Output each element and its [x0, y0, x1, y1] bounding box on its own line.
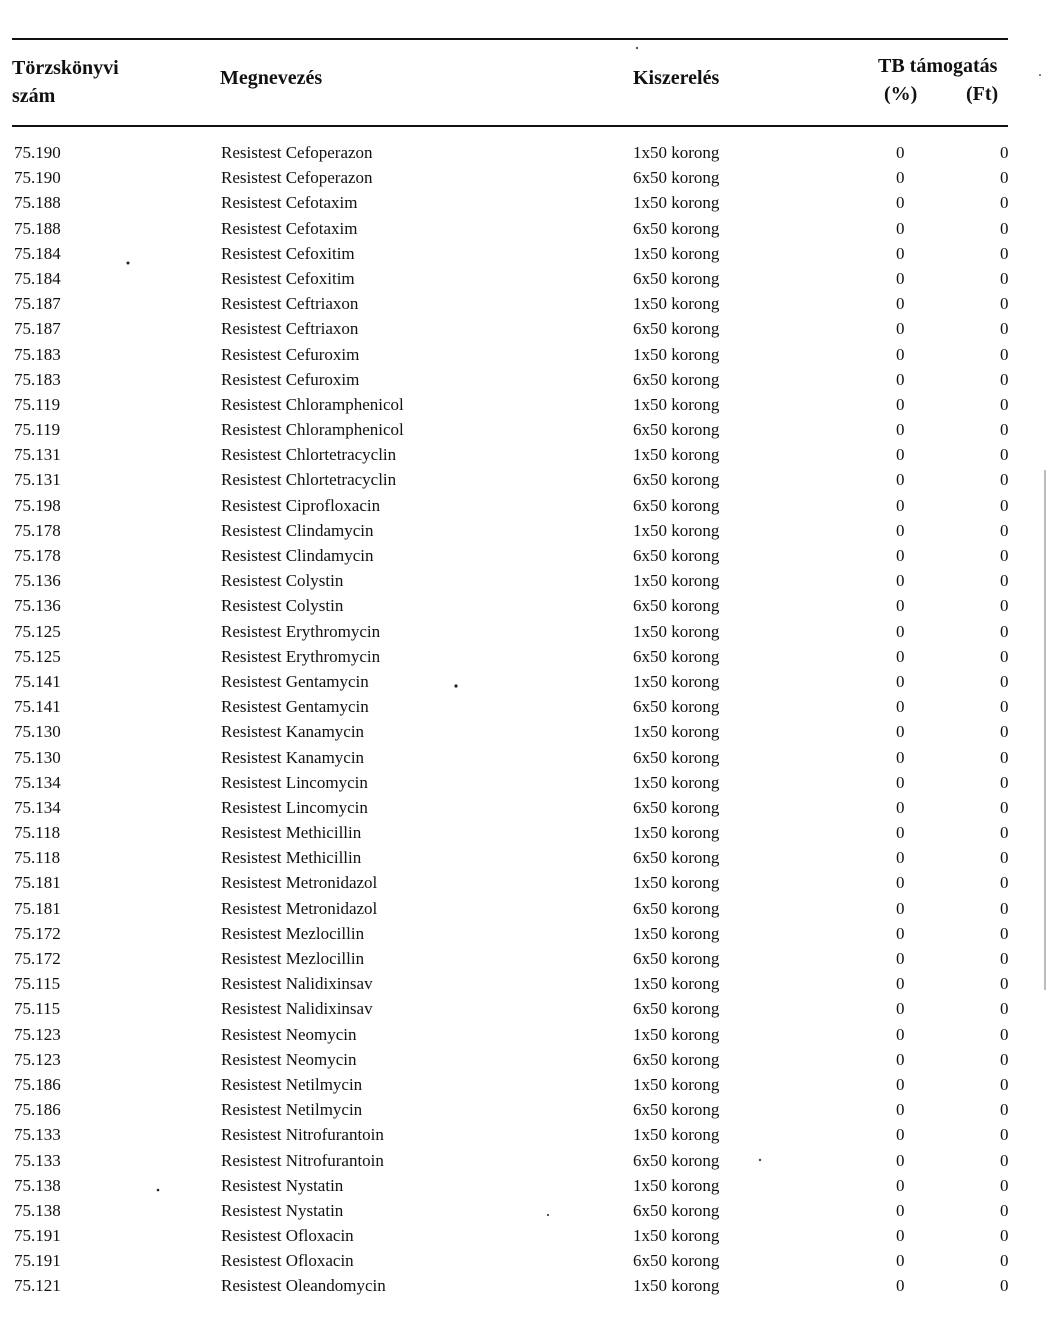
- registration-number-cell: 75.115: [14, 999, 61, 1019]
- registration-number-cell: 75.130: [14, 722, 61, 742]
- packaging-cell: 6x50 korong: [633, 596, 720, 616]
- tb-forint-cell: 0: [1000, 974, 1009, 994]
- packaging-cell: 1x50 korong: [633, 344, 720, 364]
- packaging-cell: 1x50 korong: [633, 571, 720, 591]
- product-name-cell: Resistest Nitrofurantoin: [221, 1125, 384, 1145]
- tb-percent-cell: 0: [896, 218, 905, 238]
- table-body: [0, 140, 1056, 1299]
- product-name-cell: Resistest Erythromycin: [221, 621, 381, 641]
- product-name-cell: Resistest Mezlocillin: [221, 949, 365, 968]
- packaging-cell: 6x50 korong: [633, 1049, 720, 1069]
- packaging-cell: 1x50 korong: [633, 1226, 720, 1246]
- registration-number-cell: 75.183: [14, 369, 61, 389]
- product-name-cell: Resistest Netilmycin: [221, 1100, 363, 1120]
- table-row: [0, 417, 1056, 442]
- header-registration-line1: Törzskönyvi: [12, 57, 119, 79]
- tb-percent-cell: 0: [896, 1125, 905, 1145]
- product-name-cell: Resistest Lincomycin: [221, 772, 368, 792]
- tb-percent-cell: 0: [896, 1100, 905, 1120]
- packaging-cell: 6x50 korong: [633, 495, 720, 515]
- tb-forint-cell: 0: [1000, 1049, 1009, 1069]
- table-row: [0, 493, 1056, 518]
- product-name-cell: Resistest Nystatin: [221, 1200, 344, 1220]
- registration-number-cell: 75.186: [14, 1074, 61, 1094]
- registration-number-cell: 75.172: [14, 923, 61, 943]
- tb-forint-cell: 0: [1000, 772, 1009, 792]
- registration-number-cell: 75.138: [14, 1200, 61, 1220]
- packaging-cell: 1x50 korong: [633, 823, 720, 843]
- tb-percent-cell: 0: [896, 294, 905, 314]
- tb-percent-cell: 0: [896, 470, 905, 490]
- tb-percent-cell: 0: [896, 1150, 905, 1170]
- product-name-cell: Resistest Ofloxacin: [221, 1226, 354, 1246]
- tb-forint-cell: 0: [1000, 848, 1009, 868]
- tb-percent-cell: 0: [896, 823, 905, 843]
- packaging-cell: 6x50 korong: [633, 999, 720, 1019]
- tb-forint-cell: 0: [1000, 369, 1009, 389]
- packaging-cell: 6x50 korong: [633, 697, 720, 717]
- header-registration-line2: szám: [12, 85, 56, 107]
- tb-forint-cell: 0: [1000, 1150, 1009, 1170]
- table-row: [0, 870, 1056, 895]
- header-forint: (Ft): [966, 83, 999, 105]
- product-name-cell: Resistest Cefoxitim: [221, 268, 355, 288]
- tb-percent-cell: 0: [896, 1200, 905, 1220]
- tb-forint-cell: 0: [1000, 218, 1009, 238]
- registration-number-cell: 75.118: [14, 823, 61, 843]
- product-name-cell: Resistest Nitrofurantoin: [221, 1150, 384, 1170]
- product-name-cell: Resistest Clindamycin: [221, 520, 374, 540]
- product-name-cell: Resistest Cefoxitim: [221, 243, 355, 263]
- tb-forint-cell: 0: [1000, 571, 1009, 591]
- tb-percent-cell: 0: [896, 1175, 905, 1195]
- tb-forint-cell: 0: [1000, 949, 1009, 968]
- table-row: [0, 921, 1056, 946]
- product-name-cell: Resistest Oleandomycin: [221, 1276, 386, 1296]
- product-name-cell: Resistest Cefotaxim: [221, 218, 358, 238]
- tb-forint-cell: 0: [1000, 1024, 1009, 1044]
- registration-number-cell: 75.115: [14, 974, 61, 994]
- product-name-cell: Resistest Lincomycin: [221, 797, 368, 817]
- product-name-cell: Resistest Mezlocillin: [221, 923, 365, 943]
- tb-percent-cell: 0: [896, 495, 905, 515]
- registration-number-cell: 75.191: [14, 1251, 61, 1271]
- packaging-cell: 6x50 korong: [633, 546, 720, 565]
- tb-forint-cell: 0: [1000, 344, 1009, 364]
- table-row: [0, 1047, 1056, 1072]
- table-row: [0, 694, 1056, 719]
- packaging-cell: 1x50 korong: [633, 923, 720, 943]
- registration-number-cell: 75.190: [14, 143, 61, 162]
- product-name-cell: Resistest Chloramphenicol: [221, 394, 404, 414]
- tb-percent-cell: 0: [896, 1276, 905, 1296]
- packaging-cell: 1x50 korong: [633, 1074, 720, 1094]
- header-top-rule: [12, 38, 1008, 40]
- product-name-cell: Resistest Nalidixinsav: [221, 999, 373, 1019]
- tb-forint-cell: 0: [1000, 294, 1009, 314]
- packaging-cell: 6x50 korong: [633, 1200, 720, 1220]
- table-row: [0, 1198, 1056, 1223]
- packaging-cell: 1x50 korong: [633, 394, 720, 414]
- packaging-cell: 6x50 korong: [633, 1150, 720, 1170]
- product-name-cell: Resistest Nystatin: [221, 1175, 344, 1195]
- tb-forint-cell: 0: [1000, 1074, 1009, 1094]
- tb-forint-cell: 0: [1000, 1200, 1009, 1220]
- tb-percent-cell: 0: [896, 268, 905, 288]
- registration-number-cell: 75.172: [14, 949, 61, 968]
- tb-forint-cell: 0: [1000, 268, 1009, 288]
- tb-percent-cell: 0: [896, 772, 905, 792]
- registration-number-cell: 75.131: [14, 470, 61, 490]
- registration-number-cell: 75.186: [14, 1100, 61, 1120]
- tb-forint-cell: 0: [1000, 1251, 1009, 1271]
- tb-forint-cell: 0: [1000, 470, 1009, 490]
- tb-forint-cell: 0: [1000, 646, 1009, 666]
- registration-number-cell: 75.134: [14, 797, 61, 817]
- registration-number-cell: 75.136: [14, 596, 61, 616]
- table-row: [0, 1148, 1056, 1173]
- product-name-cell: Resistest Kanamycin: [221, 747, 365, 767]
- tb-percent-cell: 0: [896, 848, 905, 868]
- registration-number-cell: 75.188: [14, 193, 61, 213]
- registration-number-cell: 75.178: [14, 520, 61, 540]
- header-tb-support: TB támogatás: [878, 55, 998, 77]
- product-name-cell: Resistest Neomycin: [221, 1024, 357, 1044]
- product-name-cell: Resistest Kanamycin: [221, 722, 365, 742]
- tb-forint-cell: 0: [1000, 722, 1009, 742]
- table-row: [0, 996, 1056, 1021]
- product-name-cell: Resistest Methicillin: [221, 848, 362, 868]
- table-row: [0, 845, 1056, 870]
- tb-forint-cell: 0: [1000, 394, 1009, 414]
- tb-forint-cell: 0: [1000, 1100, 1009, 1120]
- tb-forint-cell: 0: [1000, 243, 1009, 263]
- tb-forint-cell: 0: [1000, 143, 1009, 162]
- table-row: [0, 896, 1056, 921]
- packaging-cell: 1x50 korong: [633, 243, 720, 263]
- registration-number-cell: 75.136: [14, 571, 61, 591]
- tb-percent-cell: 0: [896, 596, 905, 616]
- product-name-cell: Resistest Cefotaxim: [221, 193, 358, 213]
- table-row: [0, 1173, 1056, 1198]
- tb-percent-cell: 0: [896, 319, 905, 339]
- registration-number-cell: 75.184: [14, 243, 61, 263]
- tb-percent-cell: 0: [896, 445, 905, 465]
- table-row: [0, 190, 1056, 215]
- product-name-cell: Resistest Cefuroxim: [221, 344, 360, 364]
- packaging-cell: 6x50 korong: [633, 898, 720, 918]
- table-row: [0, 442, 1056, 467]
- packaging-cell: 6x50 korong: [633, 949, 720, 968]
- product-name-cell: Resistest Erythromycin: [221, 646, 381, 666]
- registration-number-cell: 75.121: [14, 1276, 61, 1296]
- table-row: [0, 719, 1056, 744]
- tb-forint-cell: 0: [1000, 898, 1009, 918]
- tb-percent-cell: 0: [896, 722, 905, 742]
- tb-forint-cell: 0: [1000, 697, 1009, 717]
- packaging-cell: 6x50 korong: [633, 1100, 720, 1120]
- tb-forint-cell: 0: [1000, 923, 1009, 943]
- packaging-cell: 6x50 korong: [633, 268, 720, 288]
- tb-forint-cell: 0: [1000, 797, 1009, 817]
- table-row: [0, 795, 1056, 820]
- packaging-cell: 6x50 korong: [633, 420, 720, 440]
- packaging-cell: 1x50 korong: [633, 1175, 720, 1195]
- product-name-cell: Resistest Methicillin: [221, 823, 362, 843]
- packaging-cell: 1x50 korong: [633, 722, 720, 742]
- registration-number-cell: 75.183: [14, 344, 61, 364]
- tb-forint-cell: 0: [1000, 621, 1009, 641]
- registration-number-cell: 75.125: [14, 646, 61, 666]
- tb-percent-cell: 0: [896, 898, 905, 918]
- tb-forint-cell: 0: [1000, 1276, 1009, 1296]
- product-name-cell: Resistest Metronidazol: [221, 898, 378, 918]
- product-name-cell: Resistest Clindamycin: [221, 546, 374, 565]
- tb-forint-cell: 0: [1000, 1226, 1009, 1246]
- table-row: [0, 971, 1056, 996]
- tb-forint-cell: 0: [1000, 445, 1009, 465]
- product-name-cell: Resistest Netilmycin: [221, 1074, 363, 1094]
- tb-percent-cell: 0: [896, 999, 905, 1019]
- table-row: [0, 1097, 1056, 1122]
- table-row: [0, 518, 1056, 543]
- registration-number-cell: 75.141: [14, 671, 61, 691]
- product-name-cell: Resistest Cefoperazon: [221, 143, 373, 162]
- tb-percent-cell: 0: [896, 873, 905, 893]
- registration-number-cell: 75.190: [14, 168, 61, 188]
- registration-number-cell: 75.138: [14, 1175, 61, 1195]
- packaging-cell: 1x50 korong: [633, 520, 720, 540]
- header-packaging: Kiszerelés: [633, 67, 720, 89]
- registration-number-cell: 75.134: [14, 772, 61, 792]
- product-name-cell: Resistest Nalidixinsav: [221, 974, 373, 994]
- table-row: [0, 1273, 1056, 1298]
- tb-percent-cell: 0: [896, 1226, 905, 1246]
- table-row: [0, 467, 1056, 492]
- table-row: [0, 392, 1056, 417]
- tb-forint-cell: 0: [1000, 1175, 1009, 1195]
- tb-percent-cell: 0: [896, 546, 905, 565]
- product-name-cell: Resistest Ofloxacin: [221, 1251, 354, 1271]
- tb-percent-cell: 0: [896, 621, 905, 641]
- table-row: [0, 770, 1056, 795]
- product-name-cell: Resistest Ceftriaxon: [221, 294, 359, 314]
- table-row: [0, 140, 1056, 165]
- tb-forint-cell: 0: [1000, 873, 1009, 893]
- tb-percent-cell: 0: [896, 1074, 905, 1094]
- registration-number-cell: 75.130: [14, 747, 61, 767]
- tb-percent-cell: 0: [896, 344, 905, 364]
- tb-forint-cell: 0: [1000, 596, 1009, 616]
- product-name-cell: Resistest Chloramphenicol: [221, 420, 404, 440]
- tb-forint-cell: 0: [1000, 319, 1009, 339]
- packaging-cell: 6x50 korong: [633, 470, 720, 490]
- tb-percent-cell: 0: [896, 1049, 905, 1069]
- tb-percent-cell: 0: [896, 747, 905, 767]
- table-row: [0, 568, 1056, 593]
- table-row: [0, 1122, 1056, 1147]
- product-name-cell: Resistest Ciprofloxacin: [221, 495, 381, 515]
- registration-number-cell: 75.119: [14, 394, 61, 414]
- tb-percent-cell: 0: [896, 193, 905, 213]
- registration-number-cell: 75.131: [14, 445, 61, 465]
- tb-forint-cell: 0: [1000, 420, 1009, 440]
- packaging-cell: 6x50 korong: [633, 848, 720, 868]
- packaging-cell: 1x50 korong: [633, 294, 720, 314]
- packaging-cell: 1x50 korong: [633, 193, 720, 213]
- tb-forint-cell: 0: [1000, 495, 1009, 515]
- registration-number-cell: 75.187: [14, 294, 61, 314]
- packaging-cell: 6x50 korong: [633, 218, 720, 238]
- packaging-cell: 1x50 korong: [633, 445, 720, 465]
- registration-number-cell: 75.191: [14, 1226, 61, 1246]
- product-name-cell: Resistest Metronidazol: [221, 873, 378, 893]
- packaging-cell: 1x50 korong: [633, 1276, 720, 1296]
- table-row: [0, 1223, 1056, 1248]
- tb-forint-cell: 0: [1000, 823, 1009, 843]
- packaging-cell: 6x50 korong: [633, 1251, 720, 1271]
- header-name: Megnevezés: [220, 67, 323, 89]
- tb-forint-cell: 0: [1000, 193, 1009, 213]
- tb-percent-cell: 0: [896, 369, 905, 389]
- registration-number-cell: 75.141: [14, 697, 61, 717]
- registration-number-cell: 75.123: [14, 1024, 61, 1044]
- tb-forint-cell: 0: [1000, 1125, 1009, 1145]
- tb-percent-cell: 0: [896, 949, 905, 968]
- registration-number-cell: 75.118: [14, 848, 61, 868]
- table-row: [0, 820, 1056, 845]
- product-name-cell: Resistest Chlortetracyclin: [221, 445, 397, 465]
- registration-number-cell: 75.123: [14, 1049, 61, 1069]
- tb-forint-cell: 0: [1000, 168, 1009, 188]
- tb-forint-cell: 0: [1000, 671, 1009, 691]
- tb-percent-cell: 0: [896, 168, 905, 188]
- registration-number-cell: 75.178: [14, 546, 61, 565]
- tb-forint-cell: 0: [1000, 747, 1009, 767]
- tb-percent-cell: 0: [896, 1251, 905, 1271]
- tb-percent-cell: 0: [896, 520, 905, 540]
- registration-number-cell: 75.187: [14, 319, 61, 339]
- tb-percent-cell: 0: [896, 1024, 905, 1044]
- table-row: [0, 543, 1056, 568]
- packaging-cell: 1x50 korong: [633, 143, 720, 162]
- table-row: [0, 165, 1056, 190]
- packaging-cell: 1x50 korong: [633, 1125, 720, 1145]
- packaging-cell: 6x50 korong: [633, 747, 720, 767]
- packaging-cell: 6x50 korong: [633, 797, 720, 817]
- tb-percent-cell: 0: [896, 671, 905, 691]
- table-row: [0, 745, 1056, 770]
- header-registration-number: [12, 54, 119, 110]
- table-row: [0, 1072, 1056, 1097]
- product-name-cell: Resistest Colystin: [221, 596, 344, 616]
- packaging-cell: 1x50 korong: [633, 772, 720, 792]
- packaging-cell: 6x50 korong: [633, 319, 720, 339]
- table-row: [0, 291, 1056, 316]
- table-row: [0, 1248, 1056, 1273]
- tb-percent-cell: 0: [896, 697, 905, 717]
- table-row: [0, 342, 1056, 367]
- table-row: [0, 216, 1056, 241]
- packaging-cell: 1x50 korong: [633, 873, 720, 893]
- product-name-cell: Resistest Chlortetracyclin: [221, 470, 397, 490]
- registration-number-cell: 75.181: [14, 873, 61, 893]
- tb-percent-cell: 0: [896, 143, 905, 162]
- tb-percent-cell: 0: [896, 571, 905, 591]
- tb-percent-cell: 0: [896, 646, 905, 666]
- header-bottom-rule: [12, 125, 1008, 127]
- packaging-cell: 6x50 korong: [633, 369, 720, 389]
- tb-percent-cell: 0: [896, 923, 905, 943]
- tb-forint-cell: 0: [1000, 520, 1009, 540]
- table-row: [0, 644, 1056, 669]
- product-name-cell: Resistest Gentamycin: [221, 671, 369, 691]
- tb-percent-cell: 0: [896, 420, 905, 440]
- tb-forint-cell: 0: [1000, 546, 1009, 565]
- table-row: [0, 593, 1056, 618]
- table-row: [0, 1022, 1056, 1047]
- registration-number-cell: 75.133: [14, 1150, 61, 1170]
- registration-number-cell: 75.188: [14, 218, 61, 238]
- packaging-cell: 6x50 korong: [633, 646, 720, 666]
- registration-number-cell: 75.184: [14, 268, 61, 288]
- packaging-cell: 1x50 korong: [633, 1024, 720, 1044]
- product-name-cell: Resistest Cefuroxim: [221, 369, 360, 389]
- table-row: [0, 316, 1056, 341]
- product-name-cell: Resistest Neomycin: [221, 1049, 357, 1069]
- registration-number-cell: 75.125: [14, 621, 61, 641]
- registration-number-cell: 75.181: [14, 898, 61, 918]
- registration-number-cell: 75.133: [14, 1125, 61, 1145]
- table-row: [0, 669, 1056, 694]
- product-name-cell: Resistest Ceftriaxon: [221, 319, 359, 339]
- table-row: [0, 367, 1056, 392]
- product-name-cell: Resistest Gentamycin: [221, 697, 369, 717]
- packaging-cell: 1x50 korong: [633, 974, 720, 994]
- table-row: [0, 946, 1056, 971]
- header-percent: (%): [884, 83, 918, 105]
- product-name-cell: Resistest Colystin: [221, 571, 344, 591]
- product-name-cell: Resistest Cefoperazon: [221, 168, 373, 188]
- packaging-cell: 1x50 korong: [633, 621, 720, 641]
- tb-percent-cell: 0: [896, 243, 905, 263]
- table-row: [0, 241, 1056, 266]
- tb-percent-cell: 0: [896, 797, 905, 817]
- table-row: [0, 266, 1056, 291]
- tb-percent-cell: 0: [896, 974, 905, 994]
- registration-number-cell: 75.198: [14, 495, 61, 515]
- tb-percent-cell: 0: [896, 394, 905, 414]
- table-row: [0, 619, 1056, 644]
- registration-number-cell: 75.119: [14, 420, 61, 440]
- packaging-cell: 1x50 korong: [633, 671, 720, 691]
- packaging-cell: 6x50 korong: [633, 168, 720, 188]
- tb-forint-cell: 0: [1000, 999, 1009, 1019]
